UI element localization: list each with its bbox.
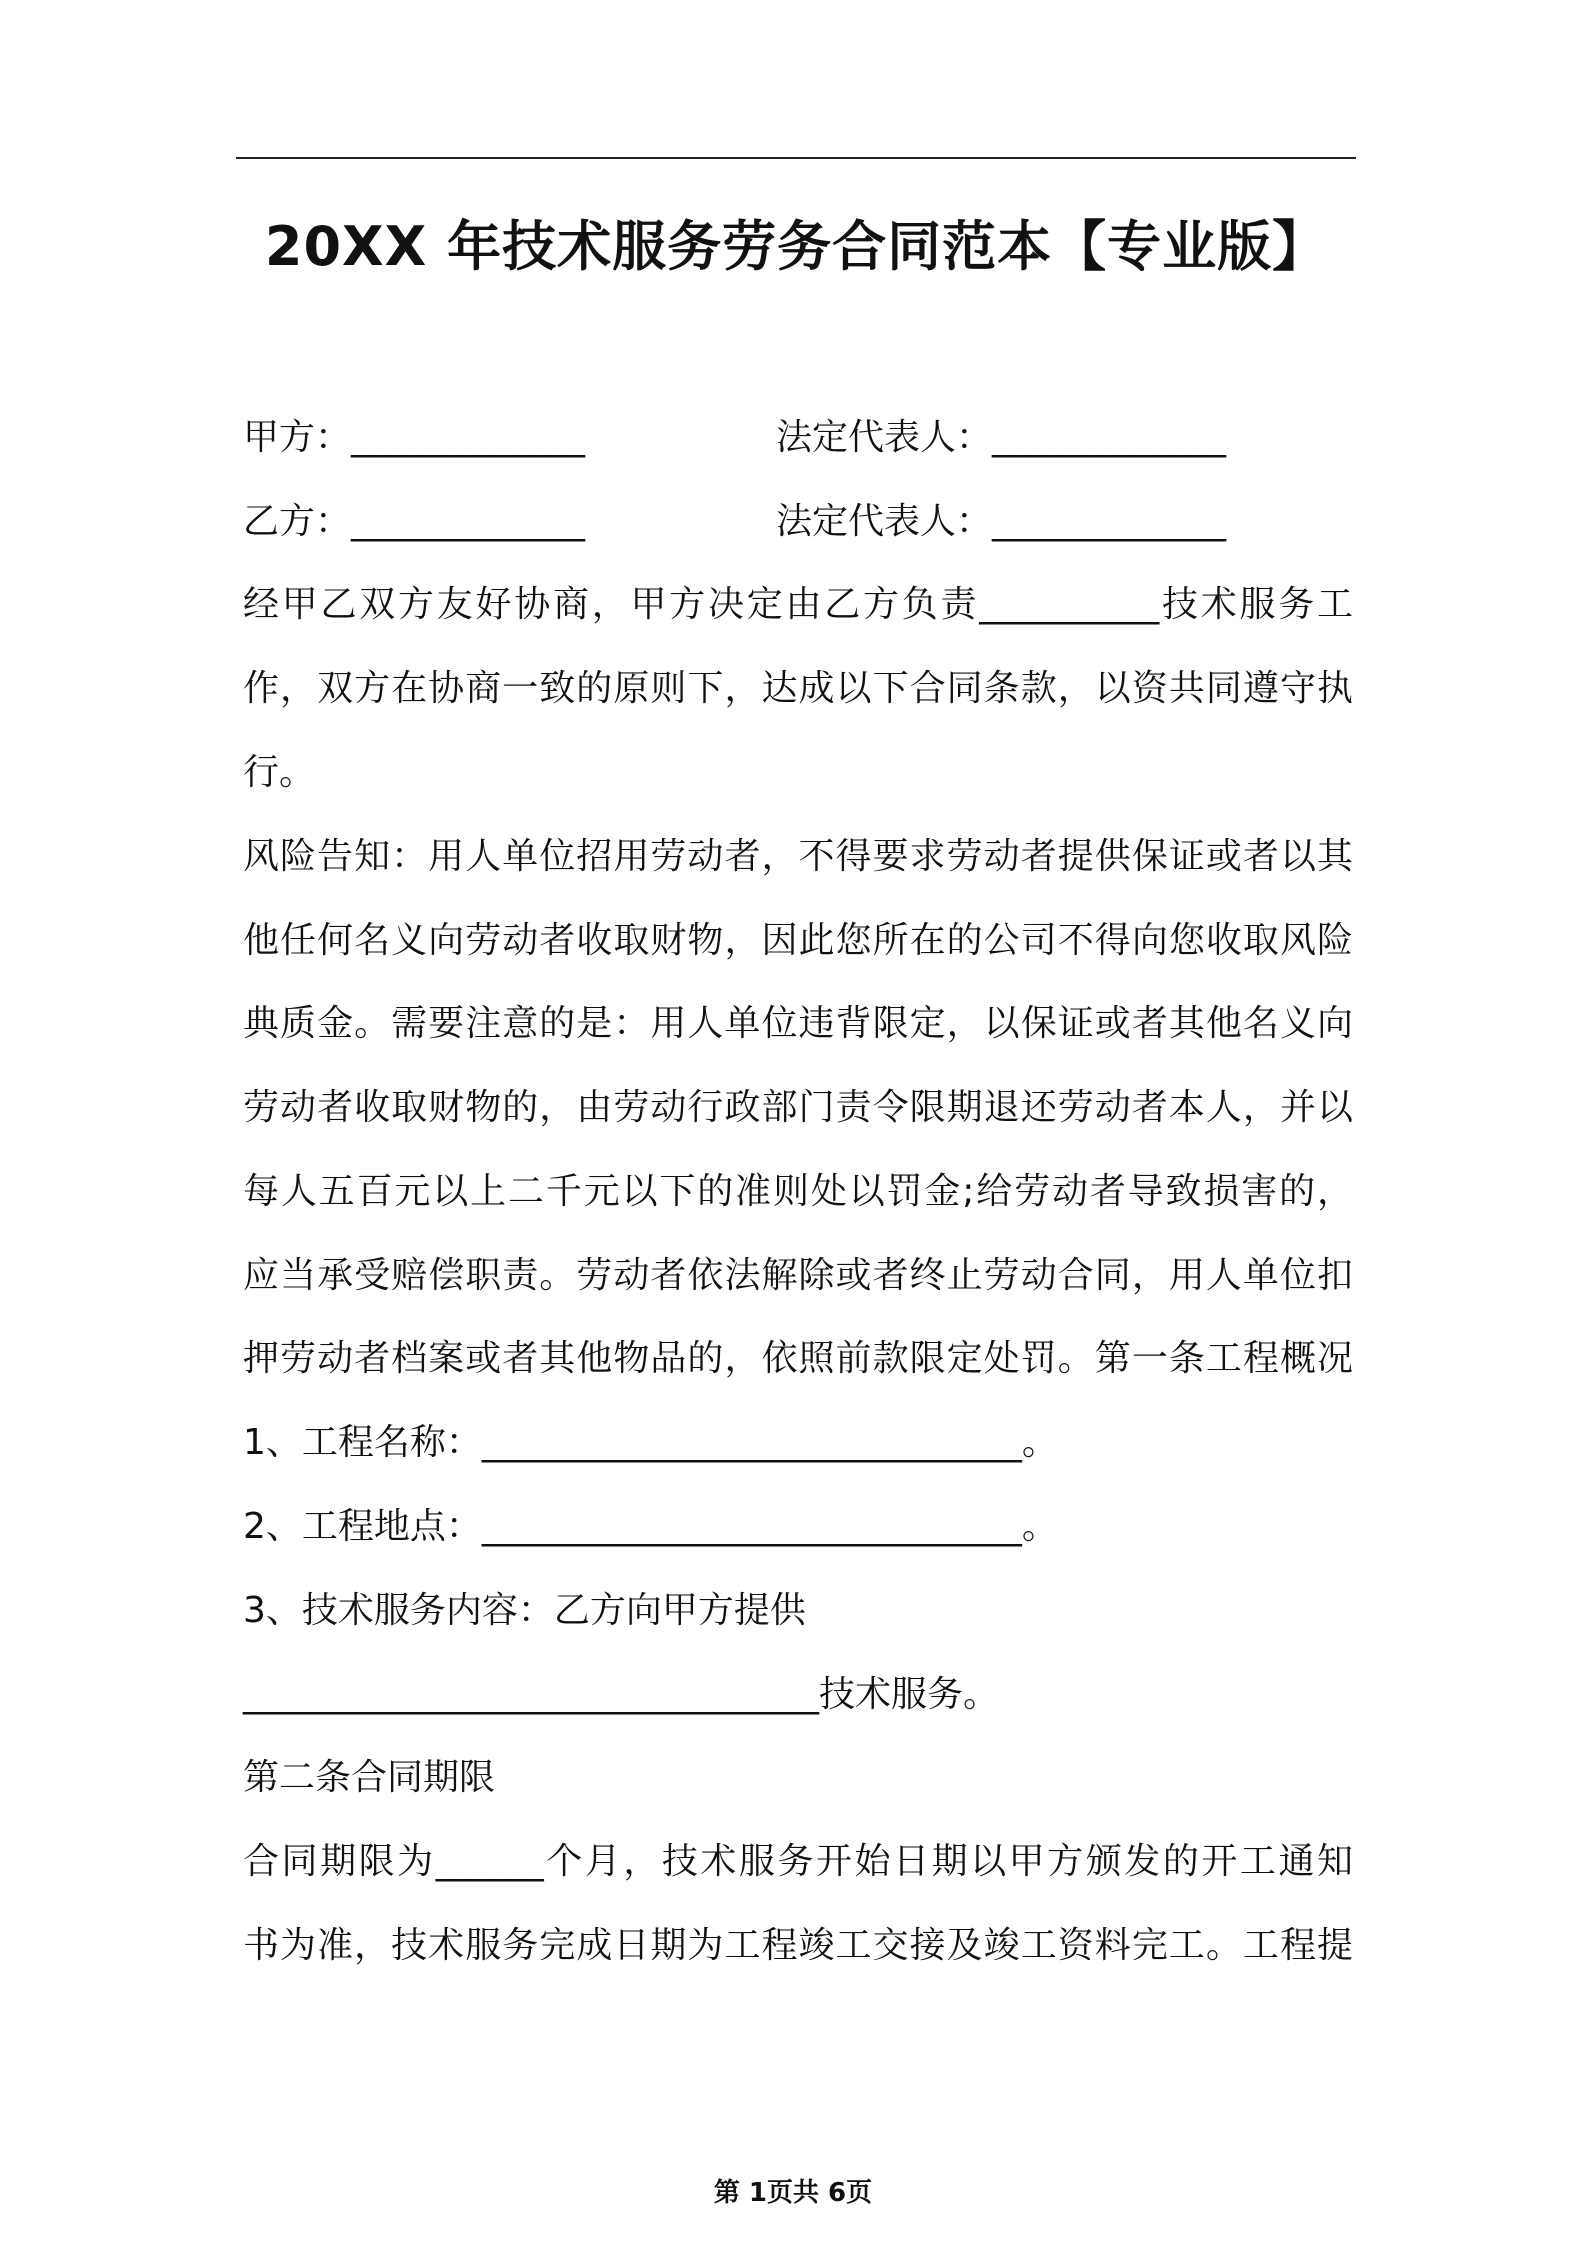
service-content-label: 3、技术服务内容：乙方向甲方提供 xyxy=(243,1590,806,1631)
party-b-field: 乙方：_____________ xyxy=(243,501,586,542)
party-a-representative-field: 法定代表人：_____________ xyxy=(776,417,1227,458)
term-line-2: 书为准，技术服务完成日期为工程竣工交接及竣工资料完工。工程提 xyxy=(243,1925,1353,1966)
risk-notice-line-1: 风险告知：用人单位招用劳动者，不得要求劳动者提供保证或者以其 xyxy=(243,836,1353,877)
intro-line-1: 经甲乙双方友好协商，甲方决定由乙方负责__________技术服务工 xyxy=(243,584,1353,625)
section-two-heading: 第二条合同期限 xyxy=(243,1757,496,1798)
party-b-representative-field: 法定代表人：_____________ xyxy=(776,501,1227,542)
risk-notice-line-2: 他任何名义向劳动者收取财物，因此您所在的公司不得向您收取风险 xyxy=(243,920,1353,961)
intro-line-2: 作，双方在协商一致的原则下，达成以下合同条款，以资共同遵守执 xyxy=(243,668,1353,709)
document-title: 20XX 年技术服务劳务合同范本【专业版】 xyxy=(264,215,1328,278)
risk-notice-line-6: 应当承受赔偿职责。劳动者依法解除或者终止劳动合同，用人单位扣 xyxy=(243,1255,1353,1296)
risk-notice-line-3: 典质金。需要注意的是：用人单位违背限定，以保证或者其他名义向 xyxy=(243,1003,1353,1044)
risk-notice-line-4: 劳动者收取财物的，由劳动行政部门责令限期退还劳动者本人，并以 xyxy=(243,1087,1353,1128)
intro-line-3: 行。 xyxy=(243,752,316,793)
page-number-footer: 第 1页共 6页 xyxy=(713,2178,873,2208)
term-line-1: 合同期限为______个月，技术服务开始日期以甲方颁发的开工通知 xyxy=(243,1841,1353,1882)
service-content-field: ________________________________技术服务。 xyxy=(243,1674,1000,1715)
party-a-field: 甲方：_____________ xyxy=(243,417,586,458)
risk-notice-line-5: 每人五百元以上二千元以下的准则处以罚金;给劳动者导致损害的， xyxy=(243,1171,1353,1212)
header-rule xyxy=(236,157,1356,159)
project-name-field: 1、工程名称：______________________________。 xyxy=(243,1422,1058,1463)
risk-notice-line-7: 押劳动者档案或者其他物品的，依照前款限定处罚。第一条工程概况 xyxy=(243,1338,1353,1379)
project-location-field: 2、工程地点：______________________________。 xyxy=(243,1506,1058,1547)
